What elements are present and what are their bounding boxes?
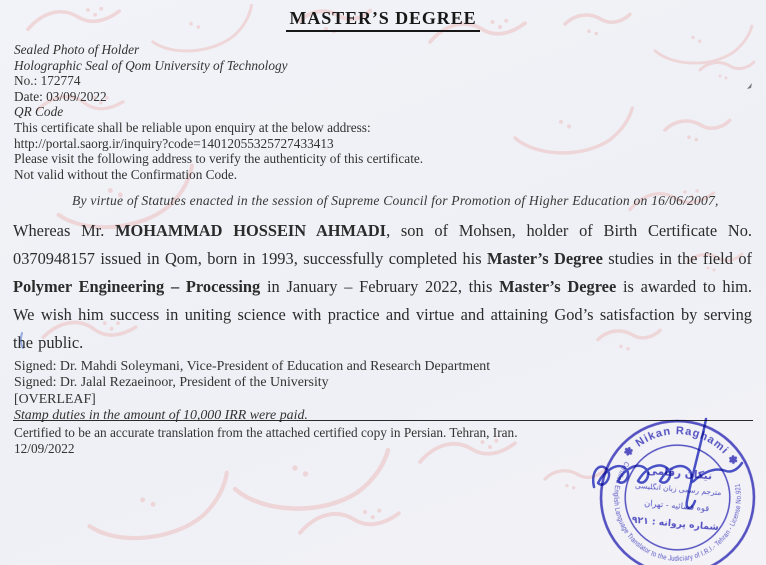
header-line-enquiry: This certificate shall be reliable upon enquiry at the below address: [14, 119, 371, 135]
header-line-sealed-photo: Sealed Photo of Holder [14, 42, 140, 57]
header-line-holographic-seal: Holographic Seal of Qom University of Technology [14, 57, 288, 73]
field-of-study: Polymer Engineering – Processing [13, 276, 261, 296]
stamp-persian-judiciary: قوه قضائیه - تهران [643, 497, 710, 514]
degree-name: Master’s Degree [487, 248, 603, 268]
body-text: is awarded to him. We wish him success in uniting science with practice and virtue and attaining God’s satisfaction by serving the public. [13, 276, 752, 352]
header-line-qr-code: QR Code [14, 104, 64, 120]
stamp-duties-line: Stamp duties in the amount of 10,000 IRR were paid. [14, 408, 308, 424]
body-text: Whereas Mr. [13, 221, 116, 240]
statute-line: By virtue of Statutes enacted in the session of Supreme Council for Promotion of Higher Education on 16/06/2007, [72, 193, 719, 208]
certification-statement: Certified to be an accurate translation from the attached certified copy in Persian. Tehran, Iran. [14, 425, 518, 440]
body-paragraph [13, 217, 752, 357]
translation-date: 12/09/2022 [14, 441, 75, 457]
signatories-block [14, 359, 490, 425]
header-line-url: http://portal.saorg.ir/inquiry?code=14012055325727433413 [14, 135, 334, 151]
header-line-number: No.: 172774 [14, 73, 81, 89]
stamp-ring-text: Certified English Language Translator to the Judiciary of I.R.I.- Tehran - License No.921 [612, 459, 743, 563]
stamp-persian-title: مترجم رسمی زبان انگلیسی [634, 480, 722, 498]
signed-line-president: Signed: Dr. Jalal Rezaeinoor, President of the University [14, 375, 329, 391]
header-line-date: Date: 03/09/2022 [14, 88, 107, 104]
stamp-top-text: ✽ Nikan Raghami ✽ [621, 424, 741, 469]
certification-block [14, 425, 518, 458]
header-block [14, 42, 423, 182]
body-text: studies in the field of [602, 248, 752, 268]
overleaf-note: [OVERLEAF] [14, 391, 96, 407]
signed-line-vice-president: Signed: Dr. Mahdi Soleymani, Vice-President of Education and Research Department [14, 359, 491, 374]
stamp-persian-name: نیکان رقامی [646, 464, 713, 483]
holder-name: MOHAMMAD HOSSEIN AHMADI [115, 221, 387, 240]
title-row [0, 8, 766, 32]
header-line-verify: Please visit the following address to verify the authenticity of this certificate. [14, 151, 424, 167]
degree-name: Master’s Degree [499, 276, 617, 296]
document-title: MASTER’S DEGREE [286, 8, 479, 32]
body-text: in January – February 2022, this [260, 276, 500, 296]
body-text: , son of Mohsen, holder of Birth Certificate No. 0370948157 issued in Qom, born in 1993, successfully completed his [13, 221, 752, 268]
header-line-not-valid: Not valid without the Confirmation Code. [14, 166, 238, 182]
translator-signature [586, 413, 750, 523]
stamp-persian-license: شماره پروانه : ۹۲۱ [631, 514, 720, 534]
cursor-artifact [744, 82, 754, 92]
